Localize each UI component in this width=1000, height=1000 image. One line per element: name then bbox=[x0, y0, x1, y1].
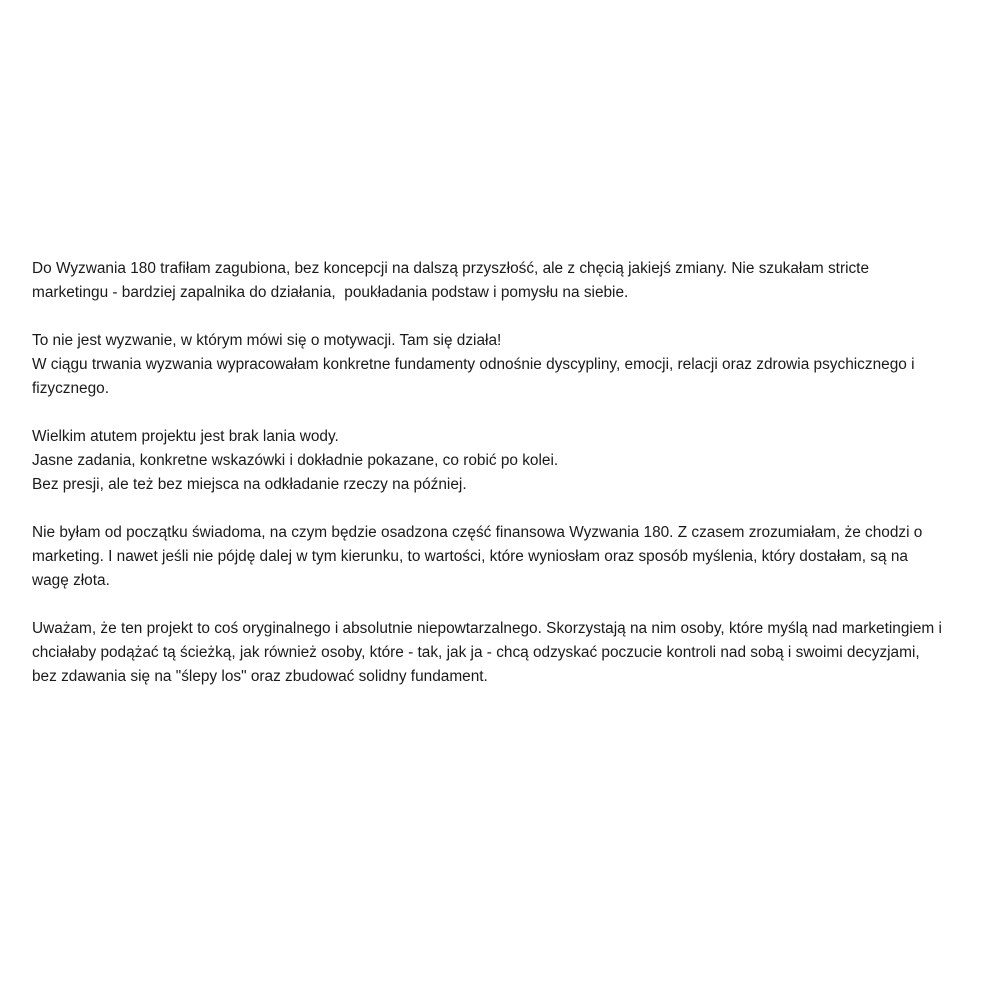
text-line: marketing. I nawet jeśli nie pójdę dalej w tym kierunku, to wartości, które wyniosłam oraz sposób myślenia, który dostałam, są na bbox=[32, 548, 908, 565]
testimonial-text bbox=[32, 257, 982, 713]
paragraph-5 bbox=[32, 617, 982, 689]
text-line: To nie jest wyzwanie, w którym mówi się o motywacji. Tam się działa! bbox=[32, 332, 502, 349]
paragraph-4 bbox=[32, 521, 982, 593]
paragraph-1 bbox=[32, 257, 982, 305]
text-line: fizycznego. bbox=[32, 380, 109, 397]
text-line: Uważam, że ten projekt to coś oryginalnego i absolutnie niepowtarzalnego. Skorzystają na nim osoby, które myślą nad marketingiem i bbox=[32, 620, 942, 637]
text-line: Nie byłam od początku świadoma, na czym będzie osadzona część finansowa Wyzwania 180. Z czasem zrozumiałam, że chodzi o bbox=[32, 524, 923, 541]
text-line: bez zdawania się na "ślepy los" oraz zbudować solidny fundament. bbox=[32, 668, 488, 685]
paragraph-2 bbox=[32, 329, 982, 401]
text-line: Jasne zadania, konkretne wskazówki i dokładnie pokazane, co robić po kolei. bbox=[32, 452, 559, 469]
text-line: marketingu - bardziej zapalnika do działania, poukładania podstaw i pomysłu na siebie. bbox=[32, 284, 629, 301]
text-line: W ciągu trwania wyzwania wypracowałam konkretne fundamenty odnośnie dyscypliny, emocji, relacji oraz zdrowia psychicznego i bbox=[32, 356, 915, 373]
paragraph-3 bbox=[32, 425, 982, 497]
text-line: Bez presji, ale też bez miejsca na odkładanie rzeczy na później. bbox=[32, 476, 467, 493]
text-line: Wielkim atutem projektu jest brak lania wody. bbox=[32, 428, 339, 445]
text-line: Do Wyzwania 180 trafiłam zagubiona, bez koncepcji na dalszą przyszłość, ale z chęcią jakiejś zmiany. Nie szukałam stricte bbox=[32, 260, 870, 277]
text-line: chciałaby podążać tą ścieżką, jak również osoby, które - tak, jak ja - chcą odzyskać poczucie kontroli nad sobą i swoimi decyzjami, bbox=[32, 644, 920, 661]
text-line: wagę złota. bbox=[32, 572, 110, 589]
